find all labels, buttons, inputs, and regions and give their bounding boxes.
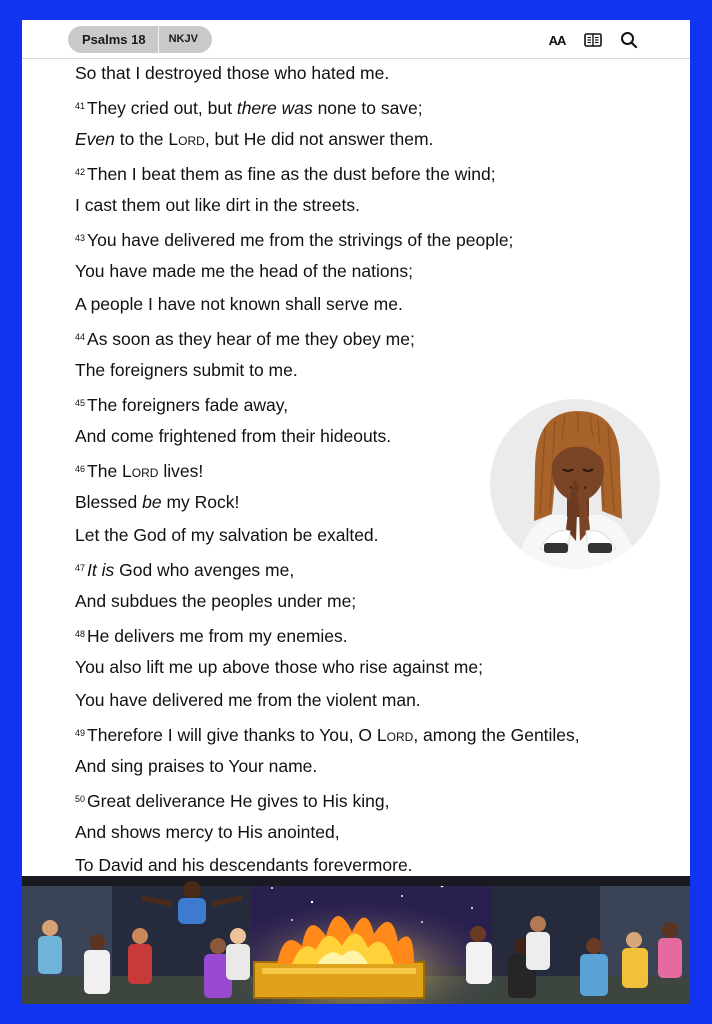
verse-text: to the xyxy=(114,129,169,149)
verse-number: 41 xyxy=(75,101,86,111)
verse-text: They cried out, but xyxy=(87,98,237,118)
verse-number: 49 xyxy=(75,728,86,738)
verse-line[interactable] xyxy=(75,819,675,852)
verse-text: Great deliverance He gives to His king, xyxy=(87,791,390,811)
verse-text: It is xyxy=(87,560,115,580)
verse-text: You have delivered me from the strivings of the people; xyxy=(87,230,514,250)
verse-text: I cast them out like dirt in the streets. xyxy=(75,195,360,215)
verse-line[interactable] xyxy=(75,357,675,390)
verse-line[interactable] xyxy=(75,258,675,291)
verse-text: And sing praises to Your name. xyxy=(75,756,318,776)
version-selector-button[interactable]: NKJV xyxy=(168,33,198,45)
verse-text: Lord xyxy=(168,129,205,149)
verse-line[interactable] xyxy=(75,720,675,753)
reader-page xyxy=(22,20,690,1004)
verse-text: none to save; xyxy=(312,98,423,118)
verse-text: Let the God of my salvation be exalted. xyxy=(75,525,379,545)
verse-text: You have delivered me from the violent man. xyxy=(75,690,421,710)
verse-line[interactable] xyxy=(75,687,675,720)
verse-number: 44 xyxy=(75,332,86,342)
verse-number: 48 xyxy=(75,629,86,639)
verse-line[interactable] xyxy=(75,60,675,93)
verse-number: 43 xyxy=(75,233,86,243)
verse-line[interactable] xyxy=(75,93,675,126)
top-toolbar xyxy=(22,20,690,59)
verse-text: So that I destroyed those who hated me. xyxy=(75,63,390,83)
verse-text: lives! xyxy=(158,461,204,481)
verse-text: Lord xyxy=(376,725,414,745)
verse-text: Even xyxy=(75,129,115,149)
verse-text: As soon as they hear of me they obey me; xyxy=(87,329,415,349)
verse-text: God who avenges me, xyxy=(114,560,295,580)
verse-text: A people I have not known shall serve me. xyxy=(75,294,403,314)
verse-line[interactable] xyxy=(75,621,675,654)
worship-scene-illustration xyxy=(22,876,690,1004)
verse-text: Blessed xyxy=(75,492,143,512)
praying-avatar-image xyxy=(490,399,660,569)
verse-text: Then I beat them as fine as the dust before the wind; xyxy=(87,164,496,184)
verse-text: He delivers me from my enemies. xyxy=(87,626,348,646)
verse-text: You have made me the head of the nations; xyxy=(75,261,413,281)
verse-line[interactable] xyxy=(75,192,675,225)
verse-text: And shows mercy to His anointed, xyxy=(75,822,340,842)
verse-text: The foreigners fade away, xyxy=(87,395,289,415)
verse-number: 46 xyxy=(75,464,86,474)
verse-text: , among the Gentiles, xyxy=(413,725,580,745)
verse-text: , but He did not answer them. xyxy=(204,129,434,149)
verse-line[interactable] xyxy=(75,291,675,324)
verse-line[interactable] xyxy=(75,753,675,786)
text-size-label: AA xyxy=(548,32,566,48)
chapter-selector-button[interactable]: Psalms 18 xyxy=(68,26,159,53)
verse-text: be xyxy=(142,492,162,512)
verse-line[interactable] xyxy=(75,159,675,192)
verse-number: 50 xyxy=(75,794,86,804)
verse-line[interactable] xyxy=(75,654,675,687)
verse-line[interactable] xyxy=(75,225,675,258)
verse-text: To David and his descendants forevermore. xyxy=(75,855,413,875)
text-size-icon[interactable] xyxy=(546,29,568,51)
verse-text: Lord xyxy=(122,461,159,481)
verse-number: 45 xyxy=(75,398,86,408)
verse-line[interactable] xyxy=(75,324,675,357)
verse-text: my Rock! xyxy=(161,492,240,512)
verse-line[interactable] xyxy=(75,588,675,621)
verse-text: The foreigners submit to me. xyxy=(75,360,298,380)
verse-text: And come frightened from their hideouts. xyxy=(75,426,392,446)
verse-text: You also lift me up above those who rise against me; xyxy=(75,657,483,677)
verse-text: Therefore I will give thanks to You, O xyxy=(87,725,377,745)
verse-line[interactable] xyxy=(75,126,675,159)
book-icon[interactable] xyxy=(582,29,604,51)
verse-number: 42 xyxy=(75,167,86,177)
verse-line[interactable] xyxy=(75,786,675,819)
verse-text: The xyxy=(87,461,123,481)
verse-text: And subdues the peoples under me; xyxy=(75,591,357,611)
chapter-version-selector[interactable] xyxy=(68,26,212,53)
search-icon[interactable] xyxy=(618,29,640,51)
verse-number: 47 xyxy=(75,563,86,573)
verse-text: there was xyxy=(236,98,313,118)
